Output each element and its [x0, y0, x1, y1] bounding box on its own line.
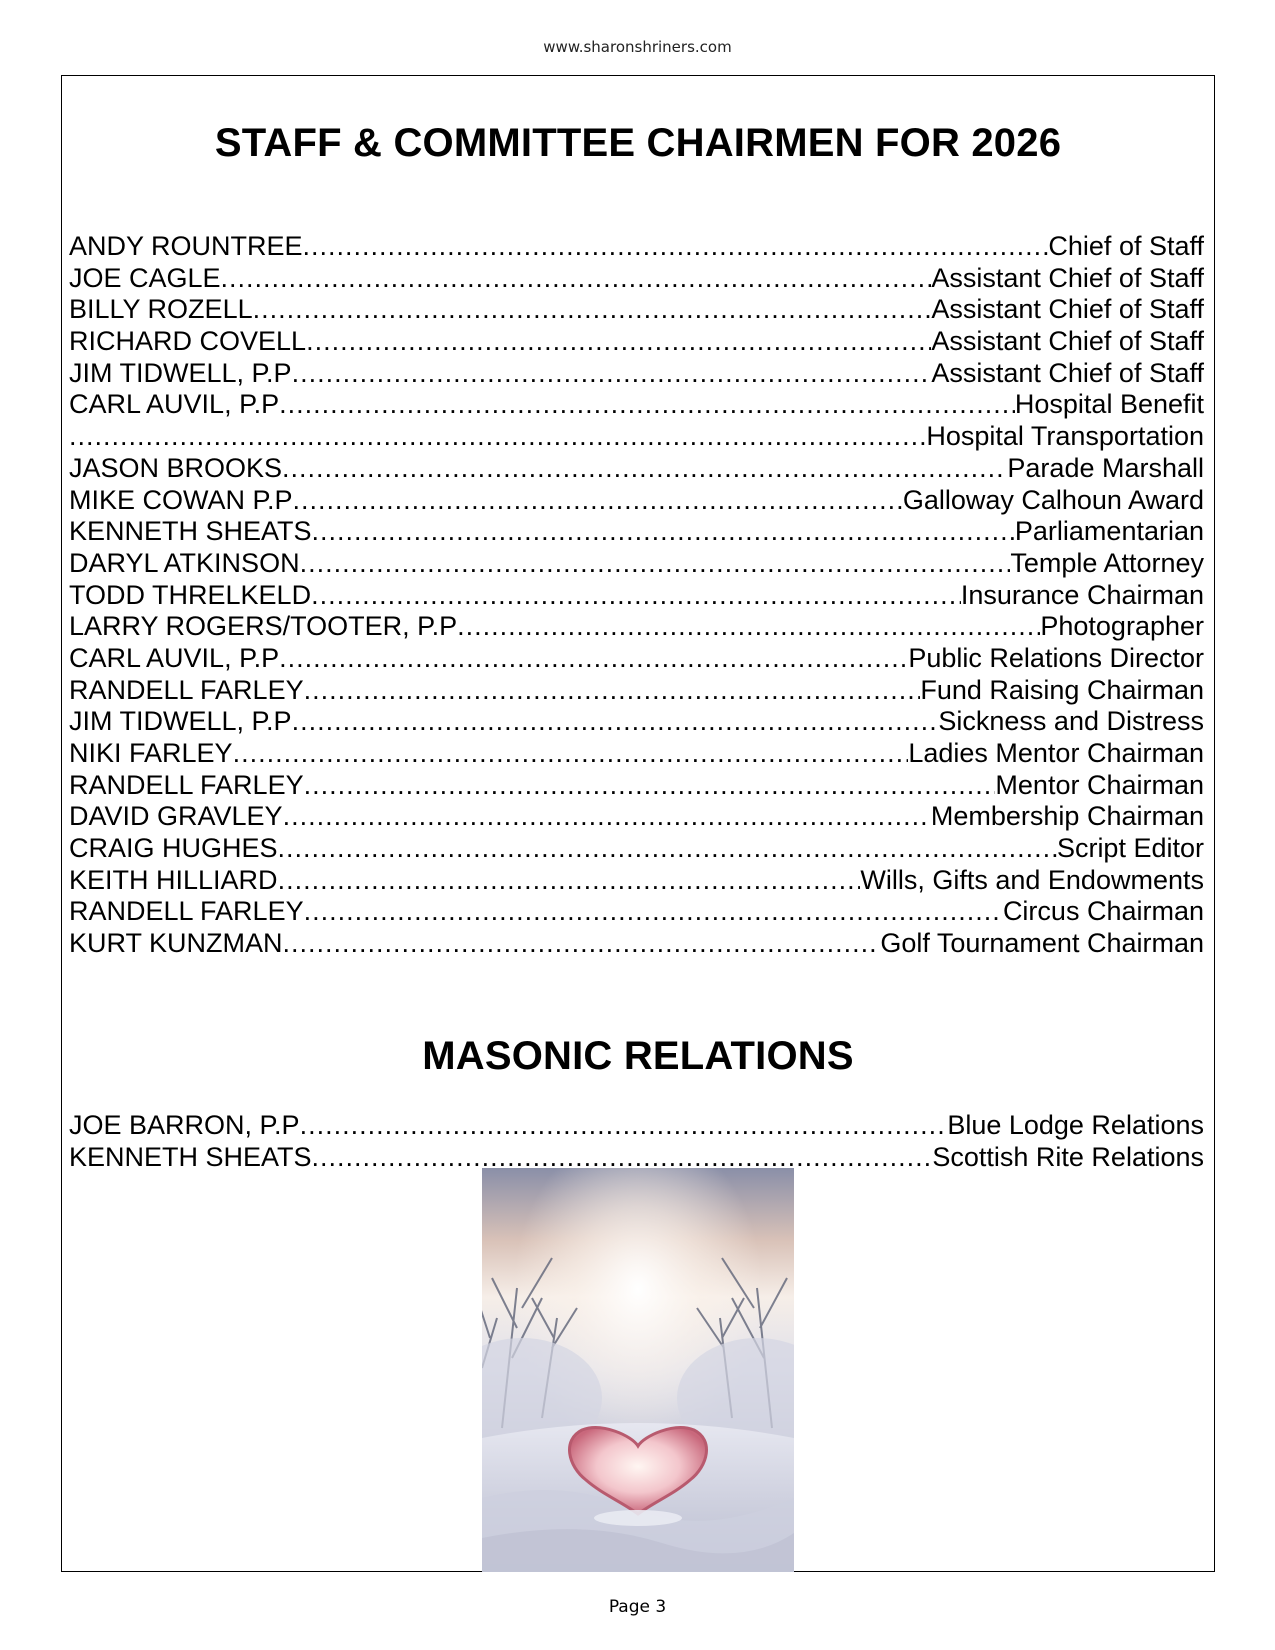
- staff-row: [69, 358, 1204, 390]
- page-title: STAFF & COMMITTEE CHAIRMEN FOR 2026: [214, 121, 1062, 165]
- member-name: CRAIG HUGHES: [69, 833, 278, 864]
- position-title: Scottish Rite Relations: [932, 1141, 1204, 1172]
- staff-row: [69, 231, 1204, 263]
- member-name: KENNETH SHEATS: [69, 1141, 312, 1172]
- winter-heart-image: [482, 1168, 794, 1572]
- staff-row: [69, 294, 1204, 326]
- dot-leader: [283, 801, 931, 833]
- dot-leader: [279, 643, 908, 675]
- staff-row: [69, 453, 1204, 485]
- position-title: Temple Attorney: [1010, 547, 1204, 578]
- member-name: JASON BROOKS: [69, 452, 283, 483]
- dot-leader: [304, 896, 1003, 928]
- member-name: MIKE COWAN P.P: [69, 484, 293, 515]
- staff-row: [69, 675, 1204, 707]
- staff-row: [69, 833, 1204, 865]
- dot-leader: [69, 421, 926, 453]
- dot-leader: [312, 516, 1015, 548]
- page-number: Page 3: [608, 1597, 667, 1617]
- staff-row: [69, 611, 1204, 643]
- position-title: Parade Marshall: [1007, 452, 1204, 483]
- position-title: Assistant Chief of Staff: [931, 294, 1204, 325]
- member-name: RANDELL FARLEY: [69, 769, 304, 800]
- member-name: NIKI FARLEY: [69, 738, 233, 768]
- member-name: ANDY ROUNTREE: [69, 231, 303, 261]
- member-name: RANDELL FARLEY: [69, 896, 304, 927]
- member-name: CARL AUVIL, P.P: [69, 389, 280, 420]
- dot-leader: [306, 326, 931, 358]
- dot-leader: [303, 231, 1049, 263]
- dot-leader: [304, 675, 921, 707]
- staff-row: [69, 580, 1204, 612]
- position-title: Hospital Benefit: [1014, 389, 1204, 420]
- dot-leader: [292, 358, 932, 390]
- position-title: Assistant Chief of Staff: [931, 262, 1204, 293]
- member-name: BILLY ROZELL: [69, 294, 253, 325]
- member-name: TODD THRELKELD: [69, 579, 312, 610]
- position-title: Galloway Calhoun Award: [902, 484, 1204, 515]
- position-title: Circus Chairman: [1002, 896, 1204, 927]
- dot-leader: [278, 865, 861, 897]
- dot-leader: [279, 389, 1015, 421]
- position-title: Wills, Gifts and Endowments: [860, 864, 1204, 895]
- dot-leader: [311, 580, 961, 612]
- staff-row: [69, 928, 1204, 960]
- position-title: Parliamentarian: [1014, 516, 1204, 547]
- masonic-list: [69, 1110, 1204, 1173]
- position-title: Hospital Transportation: [926, 421, 1204, 452]
- position-title: Assistant Chief of Staff: [931, 357, 1204, 388]
- staff-list: [69, 231, 1204, 960]
- dot-leader: [300, 548, 1011, 580]
- position-title: Mentor Chairman: [995, 769, 1204, 800]
- dot-leader: [282, 453, 1007, 485]
- staff-row: [69, 421, 1204, 453]
- position-title: Assistant Chief of Staff: [931, 326, 1204, 357]
- dot-leader: [292, 706, 939, 738]
- member-name: KURT KUNZMAN: [69, 928, 283, 959]
- dot-leader: [233, 738, 909, 770]
- dot-leader: [293, 485, 903, 517]
- member-name: DAVID GRAVLEY: [69, 801, 283, 832]
- position-title: Blue Lodge Relations: [947, 1110, 1204, 1140]
- staff-row: [69, 326, 1204, 358]
- member-name: JOE BARRON, P.P: [69, 1110, 300, 1140]
- dot-leader: [283, 928, 881, 960]
- member-name: DARYL ATKINSON: [69, 547, 300, 578]
- staff-row: [69, 548, 1204, 580]
- member-name: JIM TIDWELL, P.P: [69, 706, 292, 737]
- website-url: www.sharonshriners.com: [543, 38, 732, 56]
- dot-leader: [300, 1110, 948, 1142]
- position-title: Ladies Mentor Chairman: [908, 738, 1204, 768]
- masonic-row: [69, 1110, 1204, 1142]
- position-title: Photographer: [1040, 611, 1204, 642]
- position-title: Sickness and Distress: [938, 706, 1204, 737]
- dot-leader: [253, 294, 932, 326]
- member-name: JIM TIDWELL, P.P: [69, 357, 292, 388]
- dot-leader: [304, 770, 996, 802]
- staff-row: [69, 801, 1204, 833]
- page-frame: [61, 75, 1215, 1572]
- position-title: Membership Chairman: [930, 801, 1204, 832]
- position-title: Script Editor: [1056, 833, 1204, 864]
- member-name: KENNETH SHEATS: [69, 516, 312, 547]
- staff-row: [69, 896, 1204, 928]
- staff-row: [69, 706, 1204, 738]
- member-name: LARRY ROGERS/TOOTER, P.P: [69, 611, 458, 642]
- staff-row: [69, 643, 1204, 675]
- member-name: JOE CAGLE: [69, 262, 221, 293]
- staff-row: [69, 485, 1204, 517]
- position-title: Golf Tournament Chairman: [880, 928, 1204, 959]
- staff-row: [69, 389, 1204, 421]
- member-name: KEITH HILLIARD: [69, 864, 278, 895]
- dot-leader: [457, 611, 1040, 643]
- position-title: Chief of Staff: [1048, 231, 1204, 261]
- staff-row: [69, 865, 1204, 897]
- member-name: RANDELL FARLEY: [69, 674, 304, 705]
- staff-row: [69, 770, 1204, 802]
- dot-leader: [221, 263, 932, 295]
- staff-row: [69, 738, 1204, 770]
- position-title: Insurance Chairman: [960, 579, 1204, 610]
- staff-row: [69, 263, 1204, 295]
- masonic-relations-heading: MASONIC RELATIONS: [422, 1034, 854, 1078]
- member-name: CARL AUVIL, P.P: [69, 642, 280, 673]
- position-title: Public Relations Director: [908, 642, 1204, 673]
- member-name: RICHARD COVELL: [69, 326, 307, 357]
- position-title: Fund Raising Chairman: [920, 674, 1204, 705]
- staff-row: [69, 516, 1204, 548]
- dot-leader: [278, 833, 1057, 865]
